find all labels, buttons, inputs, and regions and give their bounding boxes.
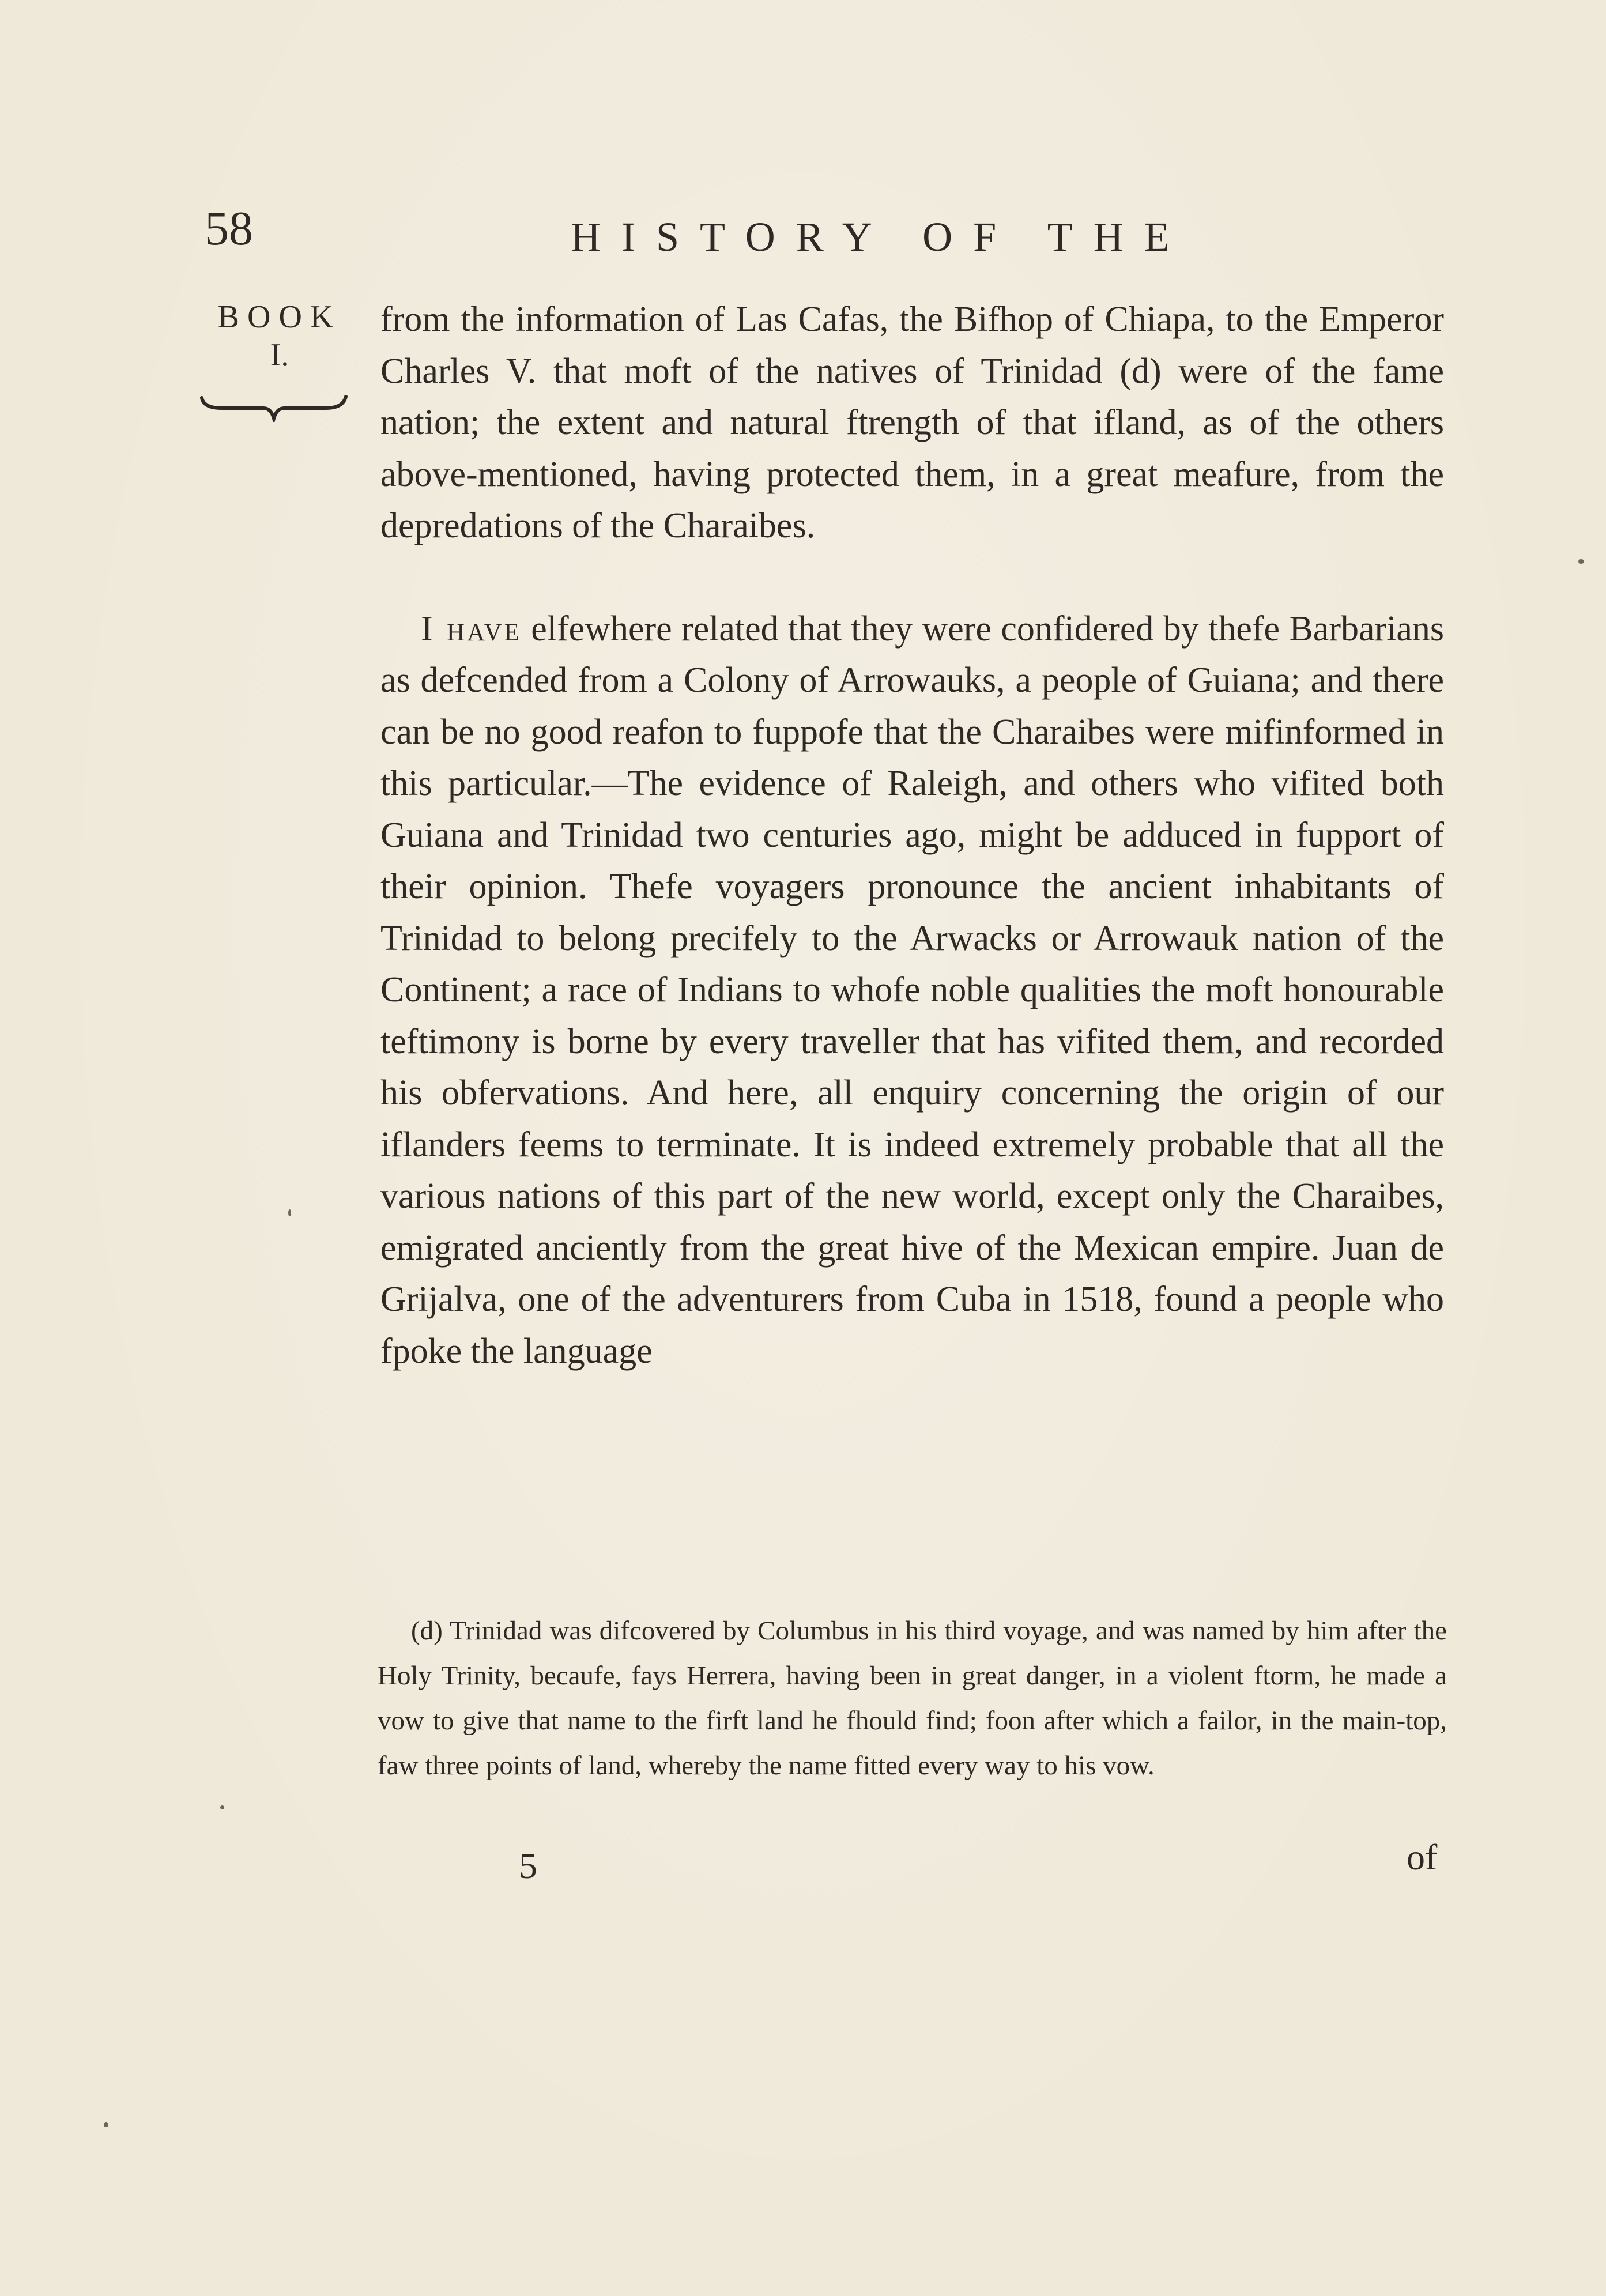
footnote: (d) Trinidad was difcovered by Columbus in his third voyage, and was named by him after the Holy Trinity, becaufe, fays Herrera, having been in great danger, in a violent ftorm, he made a vow to give that name to the firft land he fhould find; foon after which a failor, in the main-top, faw three points of land, whereby the name fitted every way to his vow. [378, 1616, 1447, 1781]
running-head: HISTORY OF THE [571, 214, 1190, 260]
brace-ornament [199, 393, 349, 422]
paragraph-2-lead: I have [421, 609, 522, 649]
paper-speck [104, 2122, 108, 2127]
body-text [380, 294, 1444, 1377]
margin-note [205, 300, 355, 373]
paragraph-2-text: elfewhere related that they were confidered by thefe Barbarians as defcended from a Colony of Arrowauks, a people of Guiana; and there can be no good reafon to fuppofe that the Charaibes were mifinformed in this particular.—The evidence of Raleigh, and others who vifited both Guiana and Trinidad two centuries ago, might be adduced in fupport of their opinion. Thefe voyagers pronounce the ancient inhabitants of Trinidad to belong precifely to the Arwacks or Arrowauk nation of the Continent; a race of Indians to whofe noble qualities the moft honourable teftimony is borne by every traveller that has vifited them, and recorded his obfervations. And here, all enquiry concerning the origin of our iflanders feems to terminate. It is indeed extremely probable that all the various nations of this part of the new world, except only the Charaibes, emigrated anciently from the great hive of the Mexican empire. Juan de Grijalva, one of the adventurers from Cuba in 1518, found a people who fpoke the language [380, 609, 1444, 1371]
margin-book-label: BOOK [217, 299, 342, 335]
catchword: of [1407, 1837, 1438, 1877]
paper-speck [1578, 559, 1584, 564]
signature-mark: 5 [519, 1845, 537, 1886]
paragraph-2 [380, 604, 1444, 1378]
paper-speck [288, 1209, 291, 1216]
margin-book-number: I. [270, 337, 289, 373]
page-number: 58 [205, 202, 253, 255]
paper-speck [220, 1805, 224, 1809]
paragraph-1: from the information of Las Cafas, the Bifhop of Chiapa, to the Emperor Charles V. that moft of the natives of Trinidad (d) were of the fame nation; the extent and natural ftrength of that ifland, as of the others above-mentioned, having protected them, in a great meafure, from the depredations of the Charaibes. [380, 300, 1444, 545]
